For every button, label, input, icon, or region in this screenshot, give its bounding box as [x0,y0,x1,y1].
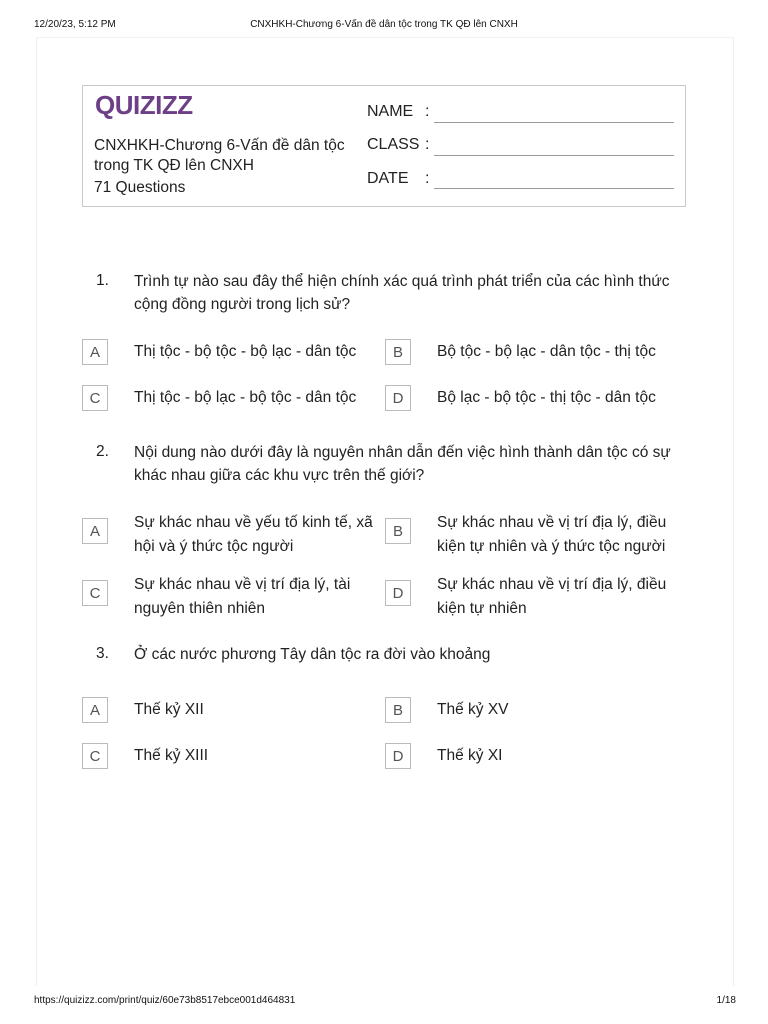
option-letter-b[interactable]: B [385,697,411,723]
class-line[interactable] [434,155,674,156]
option-text-b: Thế kỷ XV [437,701,509,718]
quizizz-logo: QUIZIZZ [95,90,193,120]
option-text-d: Sự khác nhau về vị trí địa lý, điều kiện tự nhiên [437,576,667,617]
question-number: 2. [96,443,109,460]
option-letter-a[interactable]: A [82,697,108,723]
date-colon: : [425,170,430,187]
name-line[interactable] [434,122,674,123]
option-letter-b[interactable]: B [385,518,411,544]
option-letter-a[interactable]: A [82,339,108,365]
question-number: 3. [96,645,109,662]
option-letter-b[interactable]: B [385,339,411,365]
question-text: Ở các nước phương Tây dân tộc ra đời vào khoảng [134,646,491,663]
option-letter-c[interactable]: C [82,743,108,769]
option-letter-a[interactable]: A [82,518,108,544]
option-text-c: Thế kỷ XIII [134,747,209,764]
quiz-title: CNXHKH-Chương 6-Vấn đề dân tộc trong TK QĐ lên CNXH [94,137,345,174]
question-text: Nội dung nào dưới đây là nguyên nhân dẫn đến việc hình thành dân tộc có sự khác nhau giữa các khu vực trên thế giới? [134,444,671,484]
class-label: CLASS [367,136,420,153]
option-text-b: Bộ tộc - bộ lạc - dân tộc - thị tộc [437,343,656,360]
option-text-a: Sự khác nhau về yếu tố kinh tế, xã hội và ý thức tộc người [134,514,373,555]
option-letter-c[interactable]: C [82,385,108,411]
option-letter-d[interactable]: D [385,743,411,769]
date-line[interactable] [434,188,674,189]
option-text-d: Bộ lạc - bộ tộc - thị tộc - dân tộc [437,389,656,406]
option-text-a: Thị tộc - bộ tộc - bộ lạc - dân tộc [134,343,357,360]
question-number: 1. [96,272,109,289]
option-letter-d[interactable]: D [385,385,411,411]
option-text-a: Thế kỷ XII [134,701,204,718]
print-datetime: 12/20/23, 5:12 PM [34,19,116,30]
question-count: 71 Questions [94,179,186,196]
option-text-d: Thế kỷ XI [437,747,503,764]
option-letter-d[interactable]: D [385,580,411,606]
option-text-c: Sự khác nhau về vị trí địa lý, tài nguyên thiên nhiên [134,576,351,617]
print-url: https://quizizz.com/print/quiz/60e73b8517ebce001d464831 [34,995,296,1006]
name-field [367,103,435,121]
name-label: NAME [367,103,414,120]
date-label: DATE [367,170,409,187]
print-page-number: 1/18 [716,995,736,1006]
name-colon: : [425,103,430,120]
option-text-b: Sự khác nhau về vị trí địa lý, điều kiện tự nhiên và ý thức tộc người [437,514,667,555]
quiz-header-box [82,85,686,207]
class-colon: : [425,136,430,153]
date-field [367,170,435,188]
print-header [0,0,768,30]
class-field [367,136,435,154]
option-text-c: Thị tộc - bộ lạc - bộ tộc - dân tộc [134,389,357,406]
question-text: Trình tự nào sau đây thể hiện chính xác quá trình phát triển của các hình thức cộng đồng người trong lịch sử? [134,273,670,313]
option-letter-c[interactable]: C [82,580,108,606]
print-doc-title: CNXHKH-Chương 6-Vấn đề dân tộc trong TK QĐ lên CNXH [250,19,518,30]
